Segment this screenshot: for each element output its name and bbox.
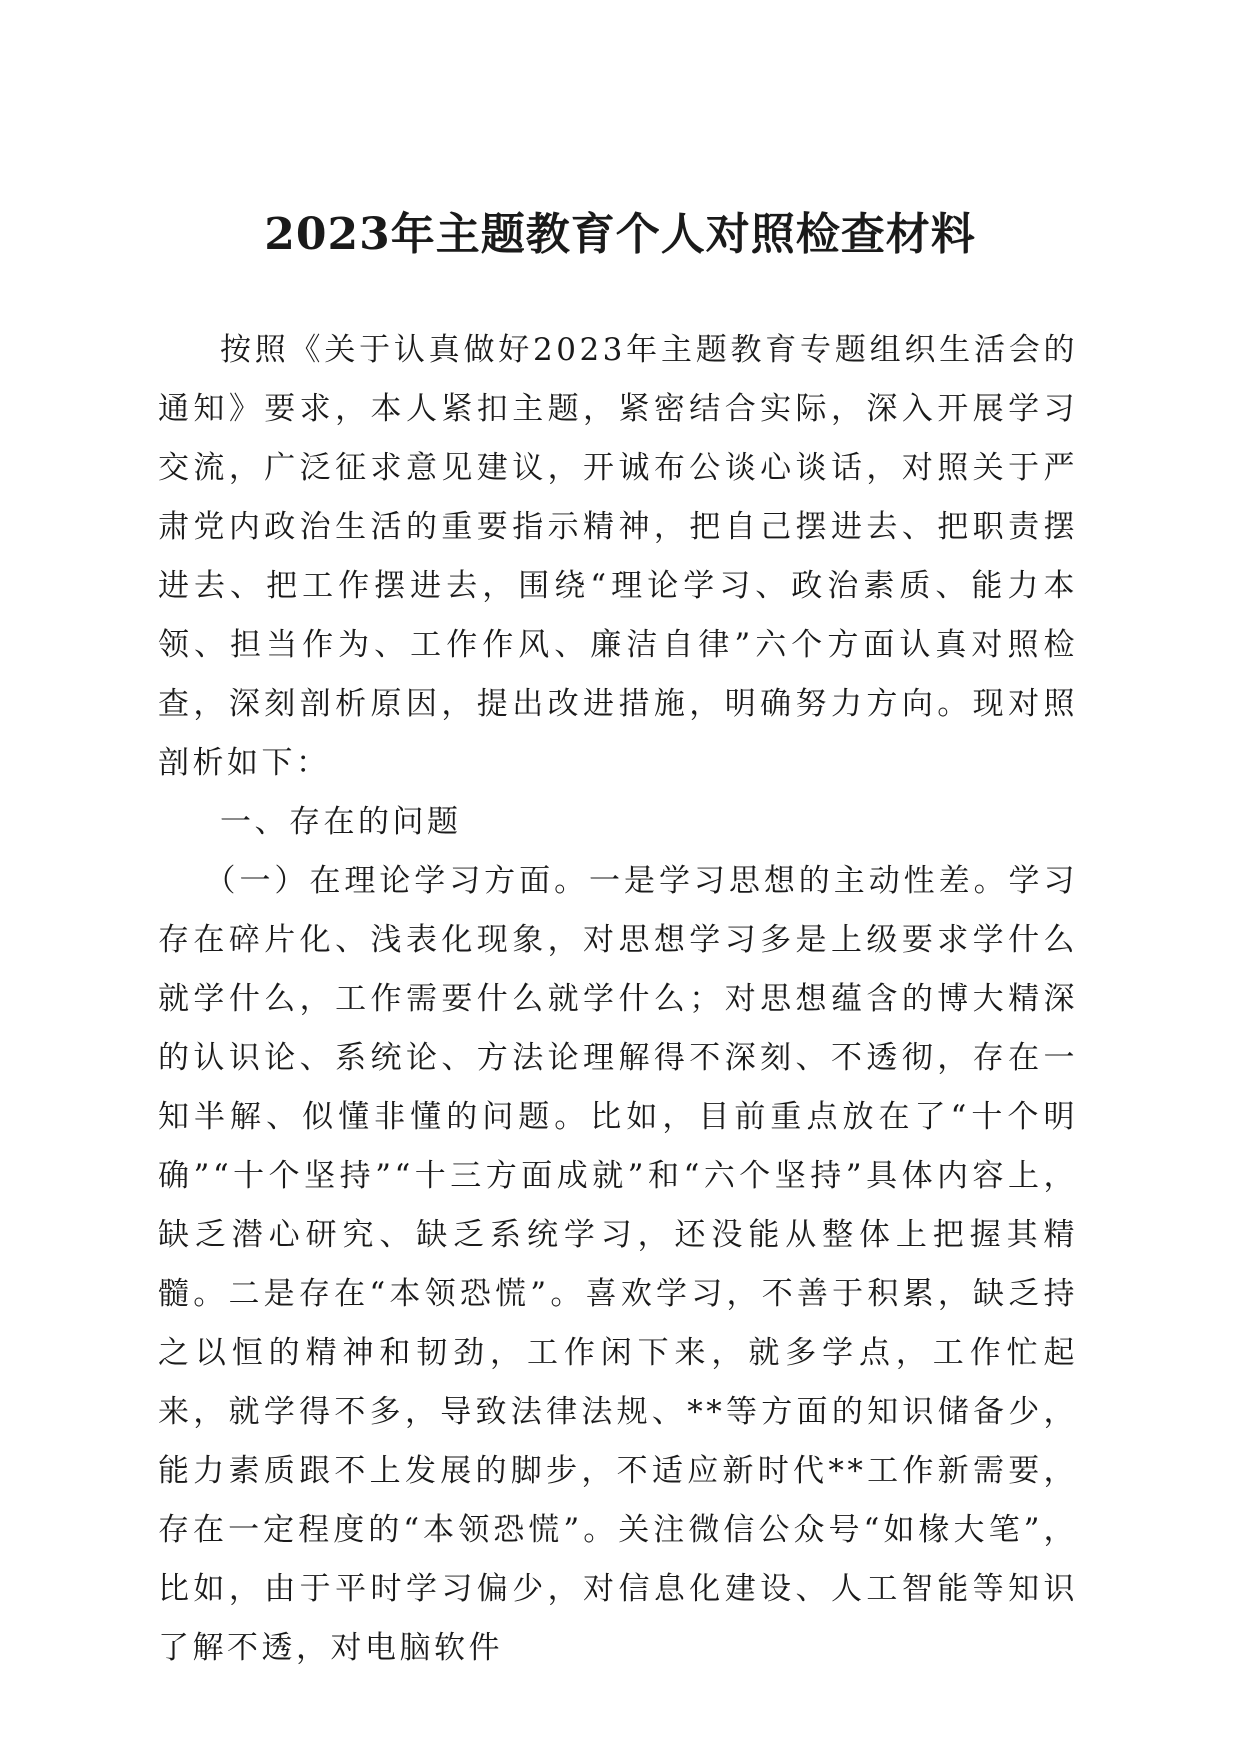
intro-paragraph: 按照《关于认真做好2023年主题教育专题组织生活会的通知》要求，本人紧扣主题，紧密结合实际，深入开展学习交流，广泛征求意见建议，开诚布公谈心谈话，对照关于严肃党内政治生活的重要指示精神，把自己摆进去、把职责摆进去、把工作摆进去，围绕“理论学习、政治素质、能力本领、担当作为、工作作风、廉洁自律”六个方面认真对照检查，深刻剖析原因，提出改进措施，明确努力方向。现对照剖析如下： [158,332,1078,781]
theory-study-paragraph: （一）在理论学习方面。一是学习思想的主动性差。学习存在碎片化、浅表化现象，对思想学习多是上级要求学什么就学什么，工作需要什么就学什么；对思想蕴含的博大精深的认识论、系统论、方法论理解得不深刻、不透彻，存在一知半解、似懂非懂的问题。比如，目前重点放在了“十个明确”“十个坚持”“十三方面成就”和“六个坚持”具体内容上，缺乏潜心研究、缺乏系统学习，还没能从整体上把握其精髓。二是存在“本领恐慌”。喜欢学习，不善于积累，缺乏持之以恒的精神和韧劲，工作闲下来，就多学点，工作忙起来，就学得不多，导致法律法规、**等方面的知识储备少，能力素质跟不上发展的脚步，不适应新时代**工作新需要，存在一定程度的“本领恐慌”。关注微信公众号“如椽大笔”，比如，由于平时学习偏少，对信息化建设、人工智能等知识了解不透，对电脑软件 [158,863,1078,1666]
document-title: 2023年主题教育个人对照检查材料 [264,209,976,261]
document-body [158,321,1078,1678]
section-heading-problems: 一、存在的问题 [220,804,462,840]
